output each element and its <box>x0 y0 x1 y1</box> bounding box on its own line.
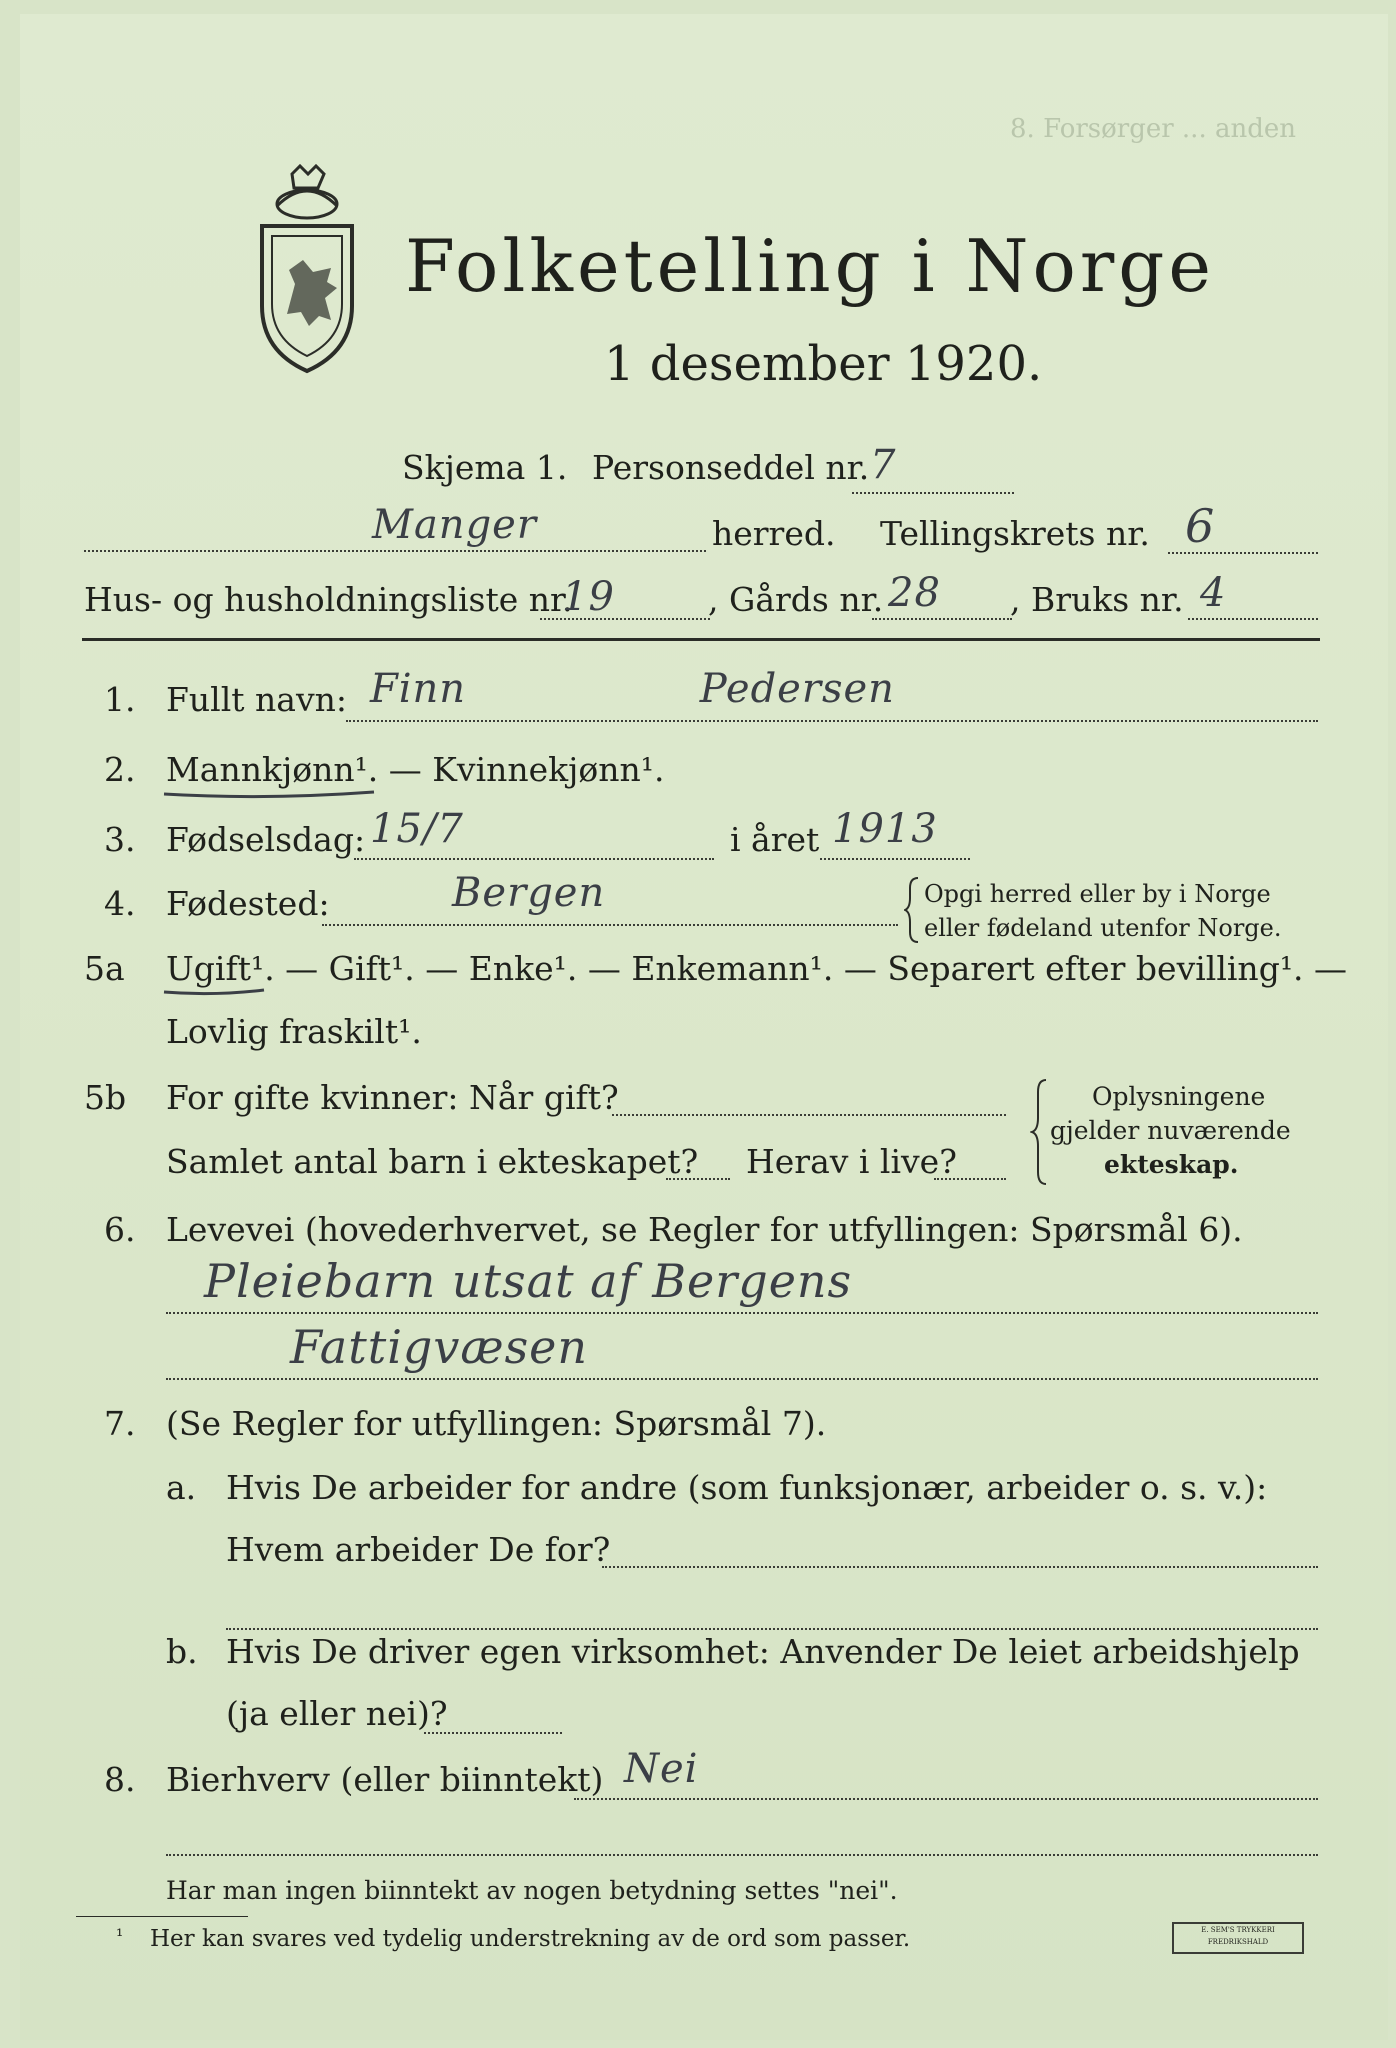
q3-day-value: 15/7 <box>370 806 464 852</box>
form-title: Folketelling i Norge <box>405 224 1215 308</box>
herred-line <box>84 550 706 552</box>
q6-number: 6. <box>104 1210 136 1249</box>
herred-label: herred. <box>712 514 836 553</box>
q5b-children-line <box>666 1178 730 1180</box>
footnote-rule <box>76 1916 248 1917</box>
q6-value-line2: Fattigvæsen <box>290 1320 589 1374</box>
q6-value-line1: Pleiebarn utsat af Bergens <box>204 1254 853 1308</box>
q3-label: Fødselsdag: <box>166 820 366 859</box>
footer-note: Har man ingen biinntekt av nogen betydning settes "nei". <box>166 1876 898 1905</box>
q5b-note-line3: ekteskap. <box>1104 1150 1239 1179</box>
q8-value: Nei <box>624 1746 699 1792</box>
q4-note-line1: Opgi herred eller by i Norge <box>924 880 1271 908</box>
q2-underline-mark <box>160 786 380 802</box>
q5b-alive-label: Herav i live? <box>746 1142 957 1181</box>
footnote-mark: ¹ <box>116 1926 124 1947</box>
gards-line <box>872 618 1012 620</box>
herred-value: Manger <box>372 502 537 548</box>
schema-label: Skjema 1. <box>402 448 568 487</box>
q4-line <box>322 924 898 926</box>
q3-year-line <box>820 858 970 860</box>
q5b-alive-line <box>934 1178 1006 1180</box>
q2-number: 2. <box>104 750 136 789</box>
q1-line <box>346 720 1318 722</box>
q7a-line <box>602 1566 1318 1568</box>
census-form <box>20 14 1388 2040</box>
bruks-value: 4 <box>1200 570 1227 616</box>
q4-note-line2: eller fødeland utenfor Norge. <box>924 914 1282 942</box>
bruks-line <box>1188 618 1318 620</box>
q5a-number: 5a <box>84 949 125 988</box>
q5a-underline-mark <box>160 984 270 998</box>
bruks-label: , Bruks nr. <box>1010 580 1184 619</box>
q5b-married-line <box>612 1114 1006 1116</box>
q5a-line1: Ugift¹. — Gift¹. — Enke¹. — Enkemann¹. — Separert efter bevilling¹. — <box>166 949 1348 988</box>
personseddel-label: Personseddel nr. <box>592 448 870 487</box>
q3-year-value: 1913 <box>832 806 938 852</box>
personseddel-value: 7 <box>870 442 897 488</box>
q7-number: 7. <box>104 1404 136 1443</box>
coat-of-arms-icon <box>242 164 372 379</box>
q8-label: Bierhverv (eller biinntekt) <box>166 1760 604 1799</box>
q8-number: 8. <box>104 1760 136 1799</box>
q5b-note-line1: Oplysningene <box>1092 1082 1266 1111</box>
q7b-line2: (ja eller nei)? <box>226 1694 448 1733</box>
q7-label: (Se Regler for utfyllingen: Spørsmål 7). <box>166 1404 827 1443</box>
hus-label: Hus- og husholdningsliste nr. <box>84 580 573 619</box>
q7b-number: b. <box>166 1632 198 1671</box>
q8-line <box>574 1798 1318 1800</box>
census-date: 1 desember 1920. <box>604 336 1043 392</box>
gards-label: , Gårds nr. <box>708 580 884 619</box>
q4-label: Fødested: <box>166 884 330 923</box>
q5b-children-label: Samlet antal barn i ekteskapet? <box>166 1142 699 1181</box>
q1-number: 1. <box>104 680 136 719</box>
q5b-number: 5b <box>84 1078 127 1117</box>
hus-value: 19 <box>562 574 615 620</box>
q5b-note-line2: gjelder nuværende <box>1050 1116 1291 1145</box>
q5b-line1: For gifte kvinner: Når gift? <box>166 1078 619 1117</box>
printer-stamp: E. SEM'S TRYKKERI FREDRIKSHALD <box>1172 1922 1304 1954</box>
q4-brace-icon <box>904 876 924 946</box>
q7a-extra-line <box>226 1628 1318 1630</box>
q7b-line1: Hvis De driver egen virksomhet: Anvender De leiet arbeidshjelp <box>226 1632 1300 1671</box>
gards-value: 28 <box>888 570 941 616</box>
q2-label: Mannkjønn¹. — Kvinnekjønn¹. <box>166 750 665 789</box>
q3-year-label: i året <box>730 820 820 859</box>
q6-line1 <box>166 1312 1318 1314</box>
q6-line2 <box>166 1378 1318 1380</box>
q7a-line1: Hvis De arbeider for andre (som funksjonær, arbeider o. s. v.): <box>226 1468 1268 1507</box>
q5a-line2: Lovlig fraskilt¹. <box>166 1012 422 1051</box>
section-divider <box>82 638 1320 641</box>
q4-number: 4. <box>104 884 136 923</box>
personseddel-line <box>852 492 1014 494</box>
q1-value: Finn Pedersen <box>370 666 895 712</box>
q8-extra-line <box>166 1854 1318 1856</box>
q4-value: Bergen <box>452 870 606 916</box>
footnote-text: Her kan svares ved tydelig understrekning av de ord som passer. <box>150 1926 911 1952</box>
q7a-line2: Hvem arbeider De for? <box>226 1530 611 1569</box>
q3-day-line <box>354 858 714 860</box>
tellingskrets-label: Tellingskrets nr. <box>880 514 1150 553</box>
q3-number: 3. <box>104 820 136 859</box>
q7a-number: a. <box>166 1468 197 1507</box>
bleed-through-text: 8. Forsørger ... anden <box>1010 114 1296 144</box>
tellingskrets-value: 6 <box>1185 499 1216 553</box>
q1-label: Fullt navn: <box>166 680 347 719</box>
q7b-line <box>424 1732 562 1734</box>
q5b-brace-icon <box>1030 1078 1052 1188</box>
q6-label: Levevei (hovederhvervet, se Regler for utfyllingen: Spørsmål 6). <box>166 1210 1243 1249</box>
